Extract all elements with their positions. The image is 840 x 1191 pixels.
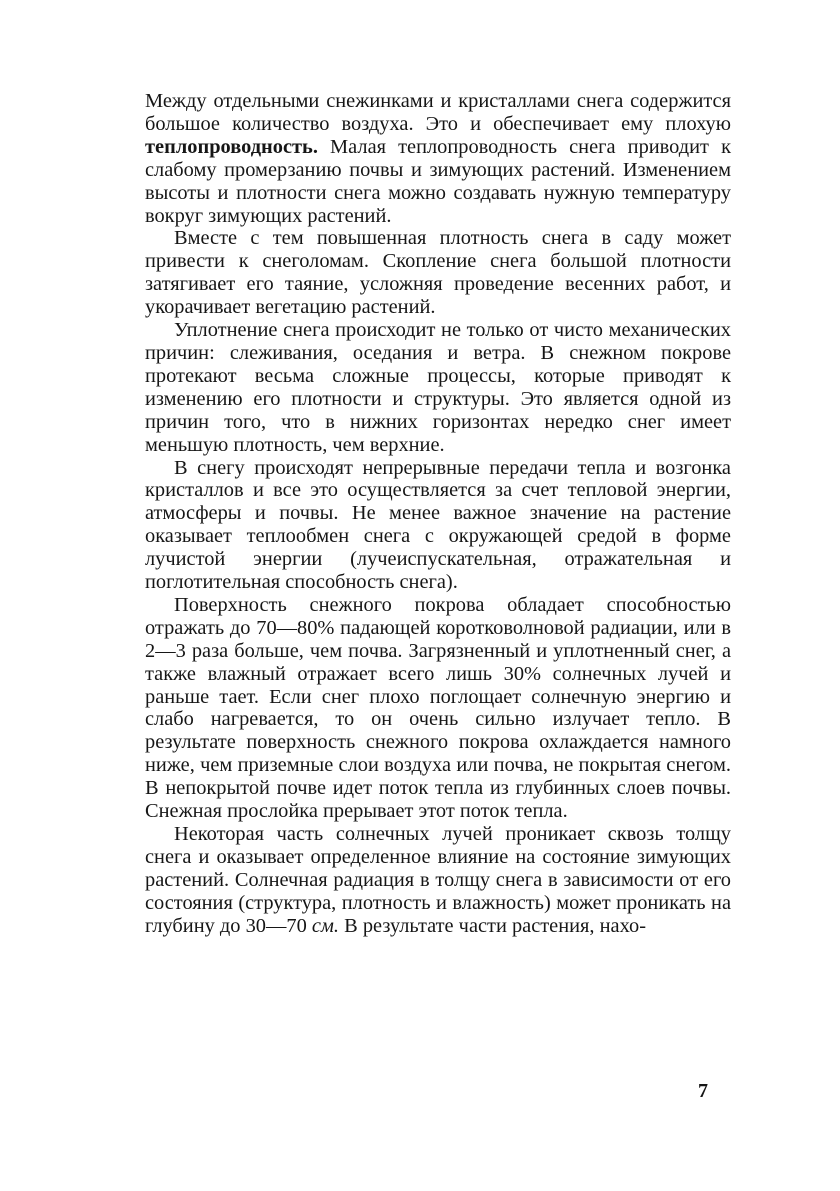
paragraph-surface-reflection: Поверхность снежного покрова обладает способностью отражать до 70—80% падающей коротковолновой радиации, или в 2—3 раза больше, чем почва. Загрязненный и уплотненный снег, а также влажный отражает всего лишь 30% солнечных лучей и раньше тает. Если снег плохо поглощает солнечную энергию и слабо нагревается, то он очень сильно излучает тепло. В результате поверхность снежного покрова охлаждается намного ниже, чем приземные слои воздуха или почва, не покрытая снегом. В непокрытой почве идет поток тепла из глубинных слоев почвы. Снежная прослойка прерывает этот поток тепла. (145, 593, 731, 823)
paragraph-text: В результате части растения, нахо- (339, 914, 646, 937)
unit-cm: см. (311, 914, 340, 937)
paragraph-text: Малая теплопроводность снега приводит к слабому промерзанию почвы и зимующих растений. Изменением высоты и плотности снега можно создавать нужную температуру вокруг зимующих растений. (145, 135, 731, 227)
paragraph-text: Между отдельными снежинками и кристаллами снега содержится большое количество воздуха. Это и обеспечивает ему плохую (145, 90, 731, 135)
paragraph-snow-compaction: Уплотнение снега происходит не только от чисто механических причин: слеживания, оседания и ветра. В снежном покрове протекают весьма сложные процессы, которые приводят к изменению его плотности и структуры. Это является одной из причин того, что в нижних горизонтах нередко снег имеет меньшую плотность, чем верхние. (145, 319, 731, 456)
body-text (145, 90, 731, 938)
paragraph-snow-thermal-conductivity (145, 90, 731, 227)
page-number: 7 (698, 1080, 708, 1102)
term-thermal-conductivity: теплопроводность. (145, 135, 318, 158)
paragraph-text: Некоторая часть солнечных лучей проникает сквозь толщу снега и оказывает определенное влияние на состояние зимующих растений. Солнечная радиация в толщу снега в зависимости от его состояния (структура, плотность и влажность) может проникать на глубину до 30—70 (145, 823, 731, 937)
paragraph-snow-density: Вместе с тем повышенная плотность снега в саду может привести к снеголомам. Скопление снега большой плотности затягивает его таяние, усложняя проведение весенних работ, и укорачивает вегетацию растений. (145, 227, 731, 319)
paragraph-heat-transfer: В снегу происходят непрерывные передачи тепла и возгонка кристаллов и все это осуществляется за счет тепловой энергии, атмосферы и почвы. Не менее важное значение на растение оказывает теплообмен снега с окружающей средой в форме лучистой энергии (лучеиспускательная, отражательная и поглотительная способность снега). (145, 456, 731, 594)
paragraph-solar-penetration (145, 823, 731, 938)
